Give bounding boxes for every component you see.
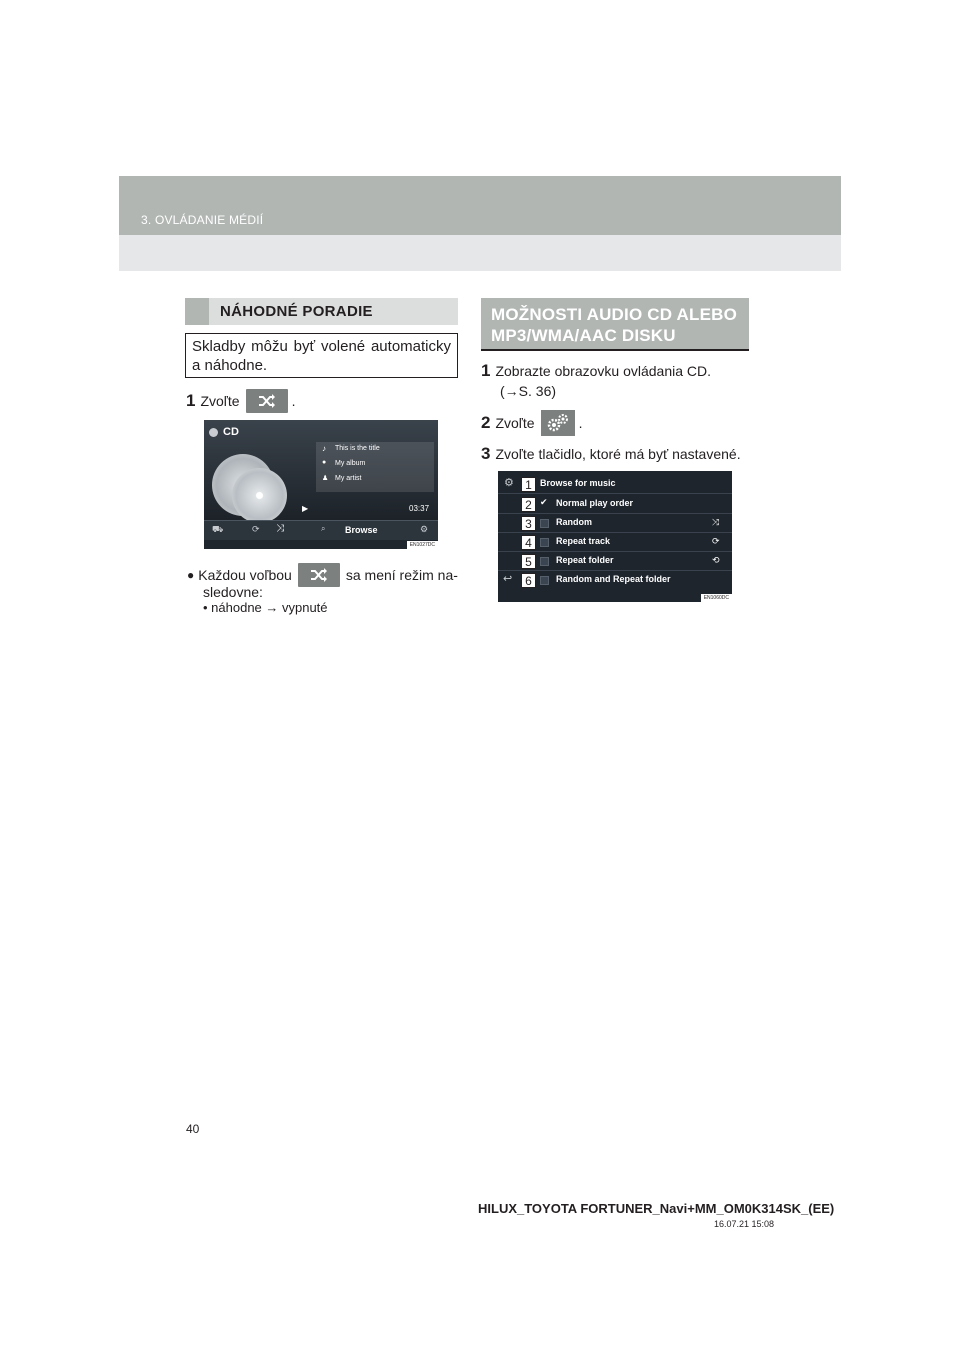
shuffle-button-illustration-2 <box>298 563 340 587</box>
note-line-2: sledovne: <box>203 584 263 600</box>
page-header-band <box>119 176 841 271</box>
menu-item-label: Normal play order <box>556 498 634 508</box>
intro-box: Skladby môžu byť volené automaticky a náhodne. <box>185 333 458 378</box>
settings-button-illustration <box>541 410 575 436</box>
step-text: Zvoľte tlačidlo, ktoré má byť nastavené. <box>495 446 741 462</box>
chapter-title: 3. OVLÁDANIE MÉDIÍ <box>141 213 264 227</box>
checkbox <box>540 519 549 528</box>
section-title: NÁHODNÉ PORADIE <box>220 303 373 320</box>
menu-title: Browse for music <box>540 478 616 488</box>
figure-code: EN1060DC <box>701 594 732 602</box>
step-number: 3 <box>481 444 491 463</box>
note-line-3: • náhodne → vypnuté <box>203 600 328 615</box>
step-text: Zvoľte <box>200 393 240 409</box>
shuffle-icon-screen: ⤨ <box>276 523 284 534</box>
menu-item-label: Random <box>556 517 592 527</box>
callout-4: 4 <box>521 535 536 550</box>
heading-line-2: MP3/WMA/AAC DISKU <box>491 326 676 345</box>
track-title: This is the title <box>335 445 380 452</box>
callout-5: 5 <box>521 554 536 569</box>
step-text-end: . <box>291 393 296 409</box>
step-1-right <box>481 361 711 381</box>
step-number: 1 <box>186 391 196 410</box>
menu-row-3 <box>498 514 732 533</box>
section-title-right <box>491 304 737 346</box>
checkbox <box>540 557 549 566</box>
callout-3: 3 <box>521 516 536 531</box>
shuffle-icon <box>310 568 328 582</box>
album-icon: ● <box>322 459 327 466</box>
note-icon: ♪ <box>322 444 326 453</box>
source-icon: ⛟ <box>212 524 224 534</box>
menu-item-label: Repeat folder <box>556 555 614 565</box>
step-1-ref: (→S. 36) <box>500 383 557 399</box>
step-number: 1 <box>481 361 491 380</box>
step-text: Zobrazte obrazovku ovládania CD. <box>495 363 712 379</box>
page-number: 40 <box>186 1122 200 1136</box>
step-text-end: . <box>578 415 583 431</box>
callout-2: 2 <box>521 497 536 512</box>
section-heading-options <box>481 298 749 351</box>
bullet-icon: ● <box>187 568 195 582</box>
menu-row-1 <box>498 475 732 494</box>
disc-graphic-front <box>232 468 287 523</box>
heading-marker <box>185 298 209 325</box>
note-text-b: sa mení režim na- <box>345 567 458 583</box>
shuffle-icon <box>258 394 276 408</box>
note-text-a: Každou voľbou <box>198 567 292 583</box>
disc-small-icon <box>209 428 218 437</box>
shuffle-icon: ⤨ <box>712 517 720 527</box>
menu-row-6 <box>498 571 732 590</box>
browse-label: Browse <box>345 525 378 535</box>
menu-item-label: Random and Repeat folder <box>556 574 671 584</box>
album-name: My album <box>335 460 366 467</box>
artist-name: My artist <box>335 475 362 482</box>
callout-6: 6 <box>521 573 536 588</box>
shuffle-button-illustration <box>246 389 288 413</box>
gear-icon <box>545 413 571 433</box>
options-menu-illustration <box>498 471 732 602</box>
step-2-right <box>481 410 582 436</box>
track-time: 03:37 <box>409 504 430 513</box>
back-icon: ↩ <box>503 573 513 585</box>
play-icon: ▶ <box>302 504 309 513</box>
figure-code: EN1027DC <box>407 541 438 549</box>
repeat-folder-icon: ⟲ <box>712 555 720 565</box>
section-heading-random <box>185 298 458 325</box>
settings-icon-menu: ⚙ <box>504 477 514 489</box>
repeat-icon: ⟳ <box>252 524 260 534</box>
checkbox <box>540 576 549 585</box>
artist-icon: ♟ <box>322 475 329 482</box>
menu-row-5 <box>498 552 732 571</box>
settings-icon: ⚙ <box>420 524 429 534</box>
menu-item-label: Repeat track <box>556 536 611 546</box>
document-date: 16.07.21 15:08 <box>714 1219 775 1229</box>
document-id: HILUX_TOYOTA FORTUNER_Navi+MM_OM0K314SK_(EE) <box>478 1201 835 1216</box>
checkbox <box>540 538 549 547</box>
cd-title: CD <box>223 426 239 438</box>
browse-icon: ⌕ <box>321 524 326 533</box>
step-text: Zvoľte <box>495 415 535 431</box>
heading-line-1: MOŽNOSTI AUDIO CD ALEBO <box>491 305 738 324</box>
page-header-top <box>119 176 841 235</box>
cd-screen-illustration <box>204 420 438 549</box>
menu-row-4 <box>498 533 732 552</box>
step-number: 2 <box>481 413 491 432</box>
cd-control-bar <box>204 520 438 540</box>
repeat-track-icon: ⟳ <box>712 536 720 546</box>
menu-row-2 <box>498 495 732 514</box>
step-1-left <box>186 389 295 413</box>
step-3-right <box>481 444 741 464</box>
callout-1: 1 <box>521 477 536 492</box>
check-icon: ✔ <box>540 497 548 507</box>
